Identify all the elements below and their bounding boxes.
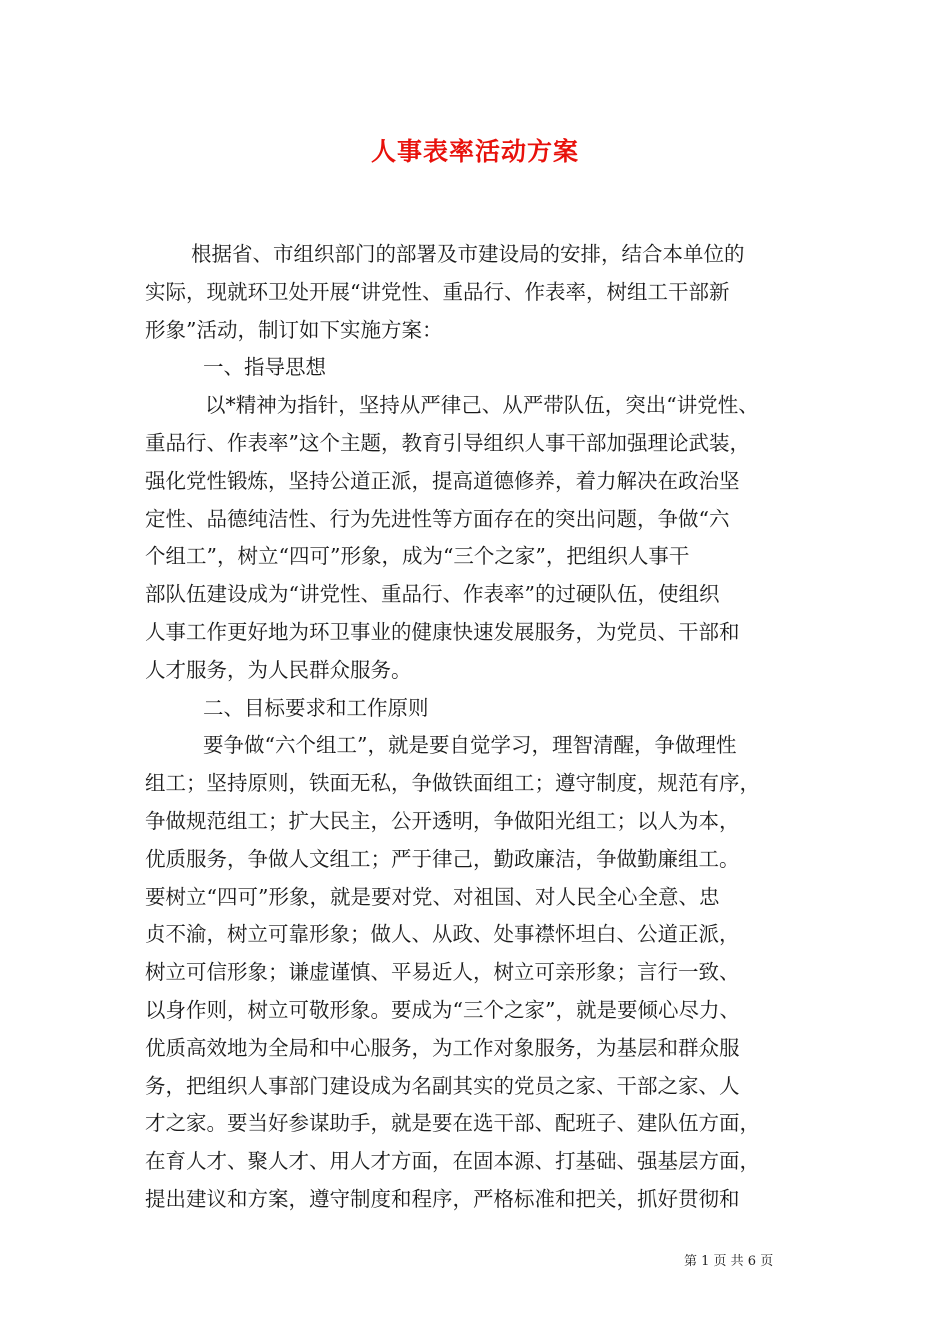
paragraph-line: 务，把组织人事部门建设成为名副其实的党员之家、干部之家、人 — [145, 1073, 740, 1098]
section-heading: 一、指导思想 — [203, 355, 326, 380]
paragraph-line: 要树立“四可”形象，就是要对党、对祖国、对人民全心全意、忠 — [145, 884, 720, 909]
paragraph-line: 组工；坚持原则，铁面无私，争做铁面组工；遵守制度，规范有序， — [145, 771, 760, 796]
paragraph-line: 以身作则，树立可敬形象。要成为“三个之家”，就是要倾心尽力、 — [145, 997, 740, 1022]
paragraph-line: 强化党性锻炼，坚持公道正派，提高道德修养，着力解决在政治坚 — [145, 468, 740, 493]
section-heading: 二、目标要求和工作原则 — [203, 695, 429, 720]
paragraph-line: 形象”活动，制订如下实施方案： — [145, 317, 443, 342]
paragraph-line: 在育人才、聚人才、用人才方面，在固本源、打基础、强基层方面， — [145, 1149, 760, 1174]
document-body — [145, 236, 813, 1219]
paragraph-line: 才之家。要当好参谋助手，就是要在选干部、配班子、建队伍方面， — [145, 1111, 760, 1136]
paragraph-line: 以*精神为指针，坚持从严律己、从严带队伍，突出“讲党性、 — [205, 393, 759, 418]
paragraph-line: 根据省、市组织部门的部署及市建设局的安排，结合本单位的 — [191, 242, 745, 266]
paragraph-line: 优质服务，争做人文组工；严于律己，勤政廉洁，争做勤廉组工。 — [145, 846, 740, 871]
paragraph-line: 部队伍建设成为“讲党性、重品行、作表率”的过硬队伍，使组织 — [145, 582, 720, 607]
paragraph-line: 定性、品德纯洁性、行为先进性等方面存在的突出问题，争做“六 — [145, 506, 730, 531]
document-title: 人事表率活动方案 — [370, 137, 579, 166]
paragraph-line: 树立可信形象；谦虚谨慎、平易近人，树立可亲形象；言行一致、 — [145, 960, 740, 985]
paragraph-line: 争做规范组工；扩大民主，公开透明，争做阳光组工；以人为本， — [145, 808, 740, 833]
paragraph-line: 个组工”，树立“四可”形象，成为“三个之家”，把组织人事干 — [145, 544, 690, 569]
paragraph-line: 人才服务，为人民群众服务。 — [145, 657, 412, 682]
page-number: 第 1 页 共 6 页 — [684, 1254, 774, 1269]
paragraph-line: 重品行、作表率”这个主题，教育引导组织人事干部加强理论武装， — [145, 430, 750, 455]
paragraph-line: 贞不渝，树立可靠形象；做人、从政、处事襟怀坦白、公道正派， — [145, 922, 740, 947]
paragraph-line: 提出建议和方案，遵守制度和程序，严格标准和把关，抓好贯彻和 — [145, 1186, 740, 1211]
paragraph-line: 优质高效地为全局和中心服务，为工作对象服务，为基层和群众服 — [145, 1035, 740, 1060]
paragraph-line: 人事工作更好地为环卫事业的健康快速发展服务，为党员、干部和 — [145, 619, 740, 644]
paragraph-line: 实际，现就环卫处开展“讲党性、重品行、作表率，树组工干部新 — [145, 279, 730, 304]
paragraph-line: 要争做“六个组工”，就是要自觉学习，理智清醒，争做理性 — [203, 733, 737, 758]
